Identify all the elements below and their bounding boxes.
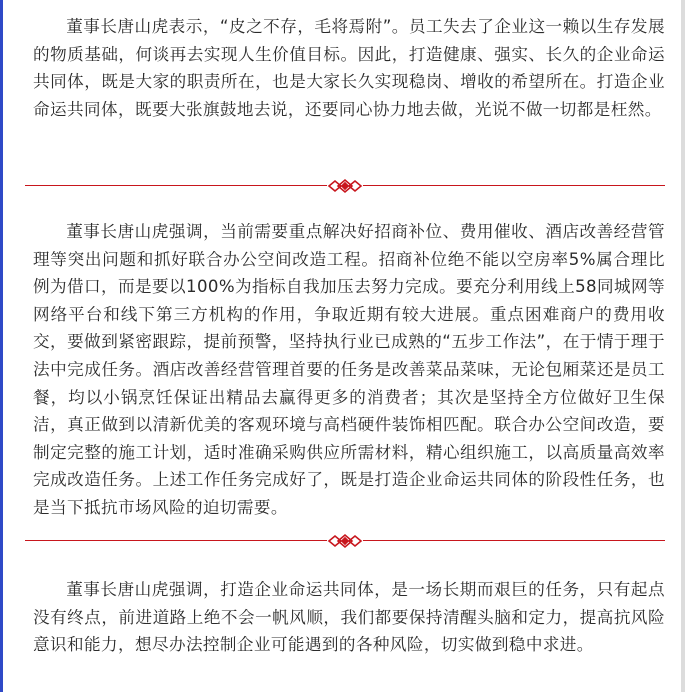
paragraph-2: 董事长唐山虎强调，当前需要重点解决好招商补位、费用催收、酒店改善经营管理等突出问题和抓好联合办公空间改造工程。招商补位绝不能以空房率5%属合理比例为借口，而是要以100%为指标自我加压去努力完成。要充分利用线上58同城网等网络平台和线下第三方机构的作用，争取近期有较大进展。重点困难商户的费用收交，要做到紧密跟踪，提前预警，坚持执行业已成熟的“五步工作法”，在于情于理于法中完成任务。酒店改善经营管理首要的任务是改善菜品菜味，无论包厢菜还是员工餐，均以小锅烹饪保证出精品去赢得更多的消费者；其次是坚持全方位做好卫生保洁，真正做到以清新优美的客观环境与高档硬件装饰相匹配。联合办公空间改造，要制定完整的施工计划，适时准确采购供应所需材料，精心组织施工，以高质量高效率完成改造任务。上述工作任务完成好了，既是打造企业命运共同体的阶段性任务，也是当下抵抗市场风险的迫切需要。 — [33, 222, 665, 517]
divider-line-left — [25, 540, 327, 541]
knot-ornament-icon — [327, 178, 363, 194]
paragraph-3: 董事长唐山虎强调，打造企业命运共同体，是一场长期而艰巨的任务，只有起点没有终点，前进道路上绝不会一帆风顺，我们都要保持清醒头脑和定力，提高抗风险意识和能力，想尽办法控制企业可能遇到的各种风险，切实做到稳中求进。 — [33, 580, 665, 655]
divider-line-left — [25, 185, 327, 186]
divider-line-right — [363, 540, 665, 541]
scrollbar[interactable] — [681, 0, 685, 692]
paragraph-1: 董事长唐山虎表示，“皮之不存，毛将焉附”。员工失去了企业这一赖以生存发展的物质基础，何谈再去实现人生价值目标。因此，打造健康、强实、长久的企业命运共同体，既是大家的职责所在，也是大家长久实现稳岗、增收的希望所在。打造企业命运共同体，既要大张旗鼓地去说，还要同心协力地去做，光说不做一切都是枉然。 — [33, 17, 665, 119]
section-divider-2 — [25, 533, 665, 549]
section-divider-1 — [25, 178, 665, 194]
knot-ornament-icon — [327, 533, 363, 549]
divider-line-right — [363, 185, 665, 186]
